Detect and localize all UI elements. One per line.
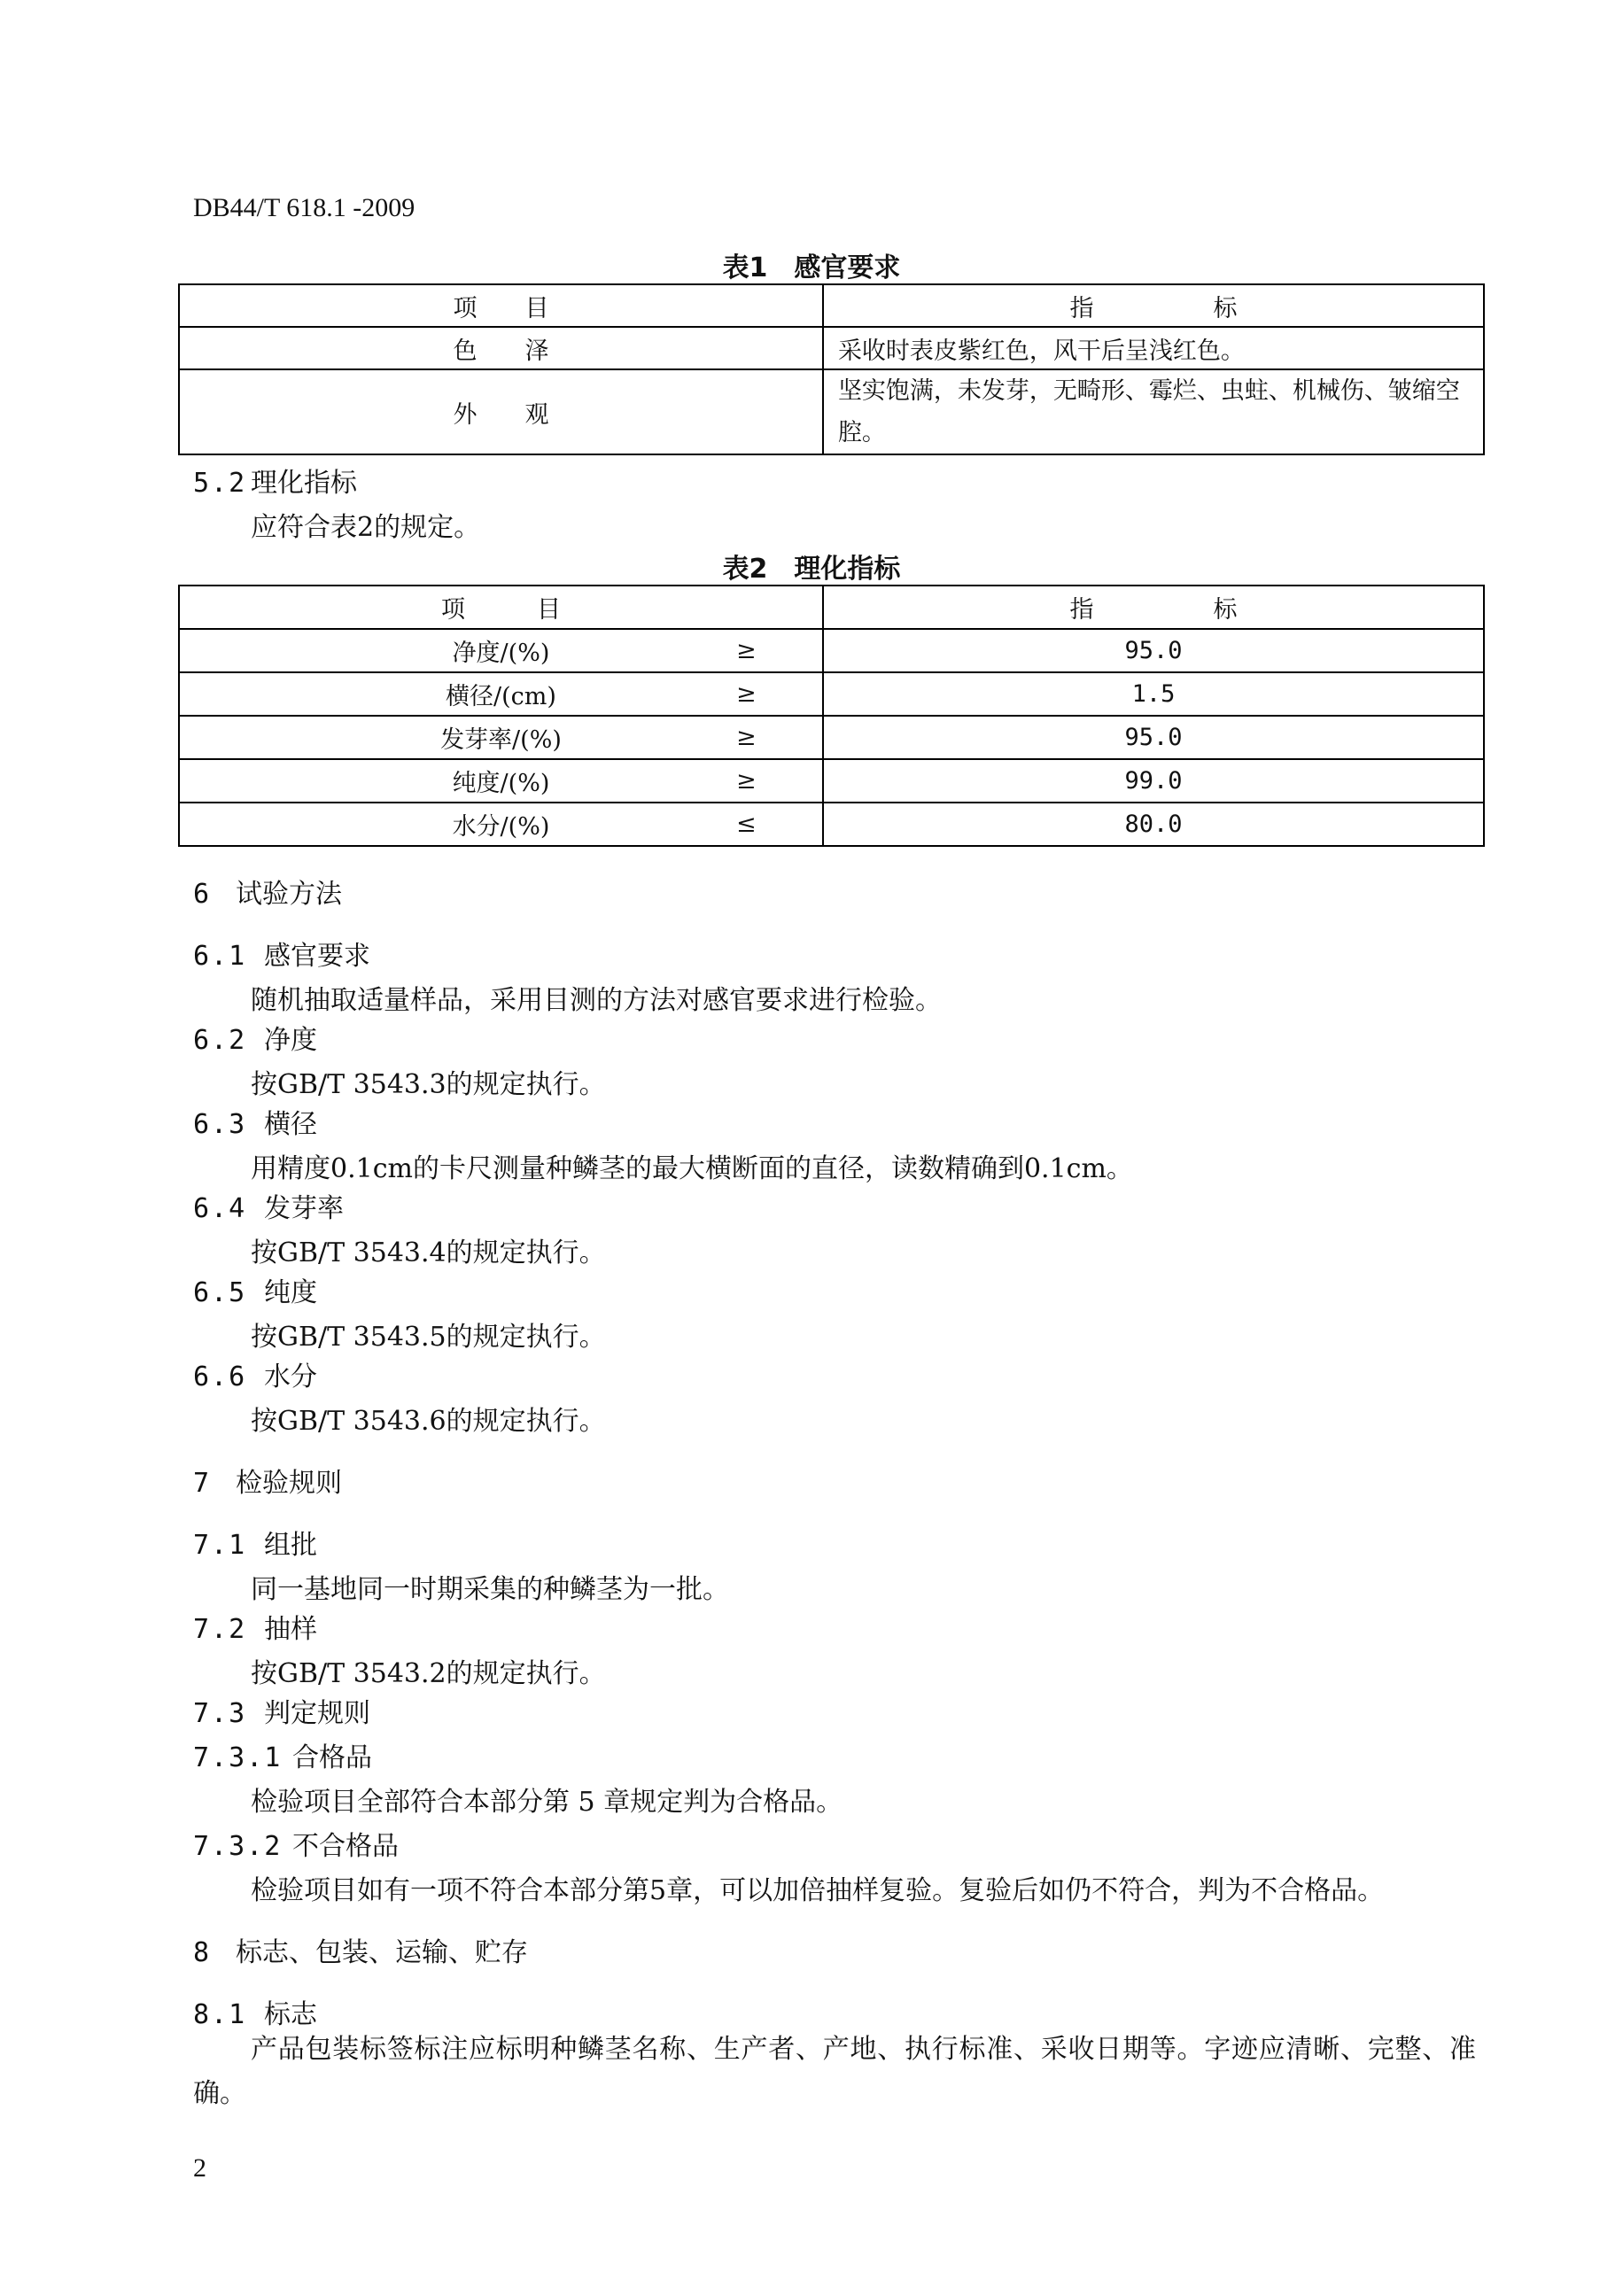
- section-number: 7.2: [193, 1614, 247, 1645]
- section-heading: [193, 1691, 370, 1730]
- comparison-operator: ≥: [736, 680, 757, 708]
- comparison-operator: ≤: [736, 811, 757, 838]
- cell-item: [179, 803, 823, 846]
- section-heading: [193, 1523, 317, 1562]
- section-number: 5.2: [193, 468, 247, 499]
- section-number: 7.1: [193, 1530, 247, 1561]
- section-text: 按GB/T 3543.3的规定执行。: [251, 1069, 606, 1100]
- column-header-item: 项 目: [179, 284, 823, 327]
- cell-value: 80.0: [823, 803, 1484, 846]
- table1-sensory-requirements: [178, 283, 1485, 455]
- section-heading: [193, 1102, 317, 1141]
- chapter-title: 检验规则: [236, 1468, 342, 1499]
- section-number: 6.6: [193, 1361, 247, 1392]
- chapter-number: 8: [193, 1937, 212, 1968]
- section-text: 产品包装标签标注应标明种鳞茎名称、生产者、产地、执行标准、采收日期等。字迹应清晰、完整、准确。: [193, 2034, 1476, 2109]
- cell-item: [179, 759, 823, 803]
- table-row: [179, 716, 1484, 759]
- subsection-number: 7.3.1: [193, 1742, 283, 1773]
- cell-item: [179, 629, 823, 672]
- cell-value: 99.0: [823, 759, 1484, 803]
- section-number: 8.1: [193, 1999, 247, 2030]
- section-title: 标志: [264, 1999, 317, 2030]
- table-row: [179, 369, 1484, 454]
- table-header-row: [179, 586, 1484, 629]
- section-title: 水分: [264, 1361, 317, 1392]
- section-number: 6.3: [193, 1109, 247, 1140]
- section-heading: [193, 1018, 317, 1057]
- table1-caption: 表1 感官要求: [722, 252, 901, 283]
- section-title: 纯度: [264, 1277, 317, 1308]
- cell-item: 外 观: [179, 369, 823, 454]
- section-number: 6.1: [193, 941, 247, 972]
- section-number: 6.5: [193, 1277, 247, 1308]
- cell-value: 1.5: [823, 672, 1484, 716]
- section-text: 按GB/T 3543.2的规定执行。: [251, 1658, 606, 1689]
- table2-caption: 表2 理化指标: [722, 554, 901, 585]
- section-heading: [193, 1607, 317, 1646]
- page-number: 2: [193, 2153, 206, 2183]
- section-text: 应符合表2的规定。: [251, 512, 481, 543]
- comparison-operator: ≥: [736, 767, 757, 795]
- section-text: 同一基地同一时期采集的种鳞茎为一批。: [251, 1574, 729, 1605]
- subsection-number: 7.3.2: [193, 1831, 283, 1862]
- section-heading: [193, 934, 370, 973]
- cell-item: [179, 672, 823, 716]
- chapter-number: 7: [193, 1468, 212, 1499]
- section-title: 横径: [264, 1109, 317, 1140]
- comparison-operator: ≥: [736, 724, 757, 751]
- chapter-title: 试验方法: [236, 879, 342, 910]
- item-label: 纯度/(%): [452, 770, 550, 797]
- chapter-title: 标志、包装、运输、贮存: [236, 1937, 528, 1968]
- section-heading: [193, 1270, 317, 1309]
- subsection-text: 检验项目全部符合本部分第 5 章规定判为合格品。: [251, 1787, 843, 1818]
- section-title: 组批: [264, 1530, 317, 1561]
- section-text: 按GB/T 3543.4的规定执行。: [251, 1237, 606, 1268]
- section-title: 净度: [264, 1025, 317, 1056]
- column-header-value: 指 标: [823, 586, 1484, 629]
- table-header-row: [179, 284, 1484, 327]
- item-label: 发芽率/(%): [440, 726, 562, 754]
- table-row: [179, 803, 1484, 846]
- section-title: 抽样: [264, 1614, 317, 1645]
- section-number: 6.4: [193, 1193, 247, 1224]
- document-code: DB44/T 618.1 -2009: [193, 193, 415, 222]
- comparison-operator: ≥: [736, 637, 757, 664]
- cell-value: 坚实饱满，未发芽，无畸形、霉烂、虫蛀、机械伤、皱缩空腔。: [823, 369, 1484, 454]
- section-text: 按GB/T 3543.6的规定执行。: [251, 1406, 606, 1437]
- section-text: 用精度0.1cm的卡尺测量种鳞茎的最大横断面的直径，读数精确到0.1cm。: [251, 1153, 1133, 1184]
- subsection-title: 合格品: [292, 1742, 372, 1773]
- column-header-item: 项 目: [179, 586, 823, 629]
- table-row: [179, 672, 1484, 716]
- cell-value: 95.0: [823, 716, 1484, 759]
- column-header-value: 指 标: [823, 284, 1484, 327]
- section-heading: [193, 1354, 317, 1393]
- section-title: 理化指标: [251, 468, 357, 499]
- item-label: 水分/(%): [452, 813, 550, 841]
- table-row: [179, 759, 1484, 803]
- chapter-heading: [193, 1461, 342, 1500]
- subsection-text: 检验项目如有一项不符合本部分第5章，可以加倍抽样复验。复验后如仍不符合，判为不合格品。: [251, 1875, 1385, 1906]
- cell-item: 色 泽: [179, 327, 823, 369]
- subsection-heading: [193, 1824, 399, 1863]
- cell-value: 采收时表皮紫红色，风干后呈浅红色。: [823, 327, 1484, 369]
- table-row: [179, 327, 1484, 369]
- subsection-heading: [193, 1735, 372, 1774]
- chapter-heading: [193, 872, 342, 911]
- cell-item: [179, 716, 823, 759]
- section-title: 感官要求: [264, 941, 370, 972]
- chapter-number: 6: [193, 879, 212, 910]
- section-heading: [193, 1186, 344, 1225]
- cell-value: 95.0: [823, 629, 1484, 672]
- section-number: 6.2: [193, 1025, 247, 1056]
- chapter-heading: [193, 1930, 528, 1969]
- table2-physicochemical-indicators: [178, 585, 1485, 847]
- item-label: 横径/(cm): [446, 683, 556, 710]
- section-heading: [193, 1992, 317, 2031]
- section-text: 按GB/T 3543.5的规定执行。: [251, 1322, 606, 1353]
- section-number: 7.3: [193, 1698, 247, 1729]
- subsection-title: 不合格品: [292, 1831, 399, 1862]
- section-title: 判定规则: [264, 1698, 370, 1729]
- section-text: 随机抽取适量样品，采用目测的方法对感官要求进行检验。: [251, 985, 942, 1016]
- table-row: [179, 629, 1484, 672]
- section-title: 发芽率: [264, 1193, 344, 1224]
- item-label: 净度/(%): [452, 640, 550, 667]
- section-heading: [193, 461, 357, 500]
